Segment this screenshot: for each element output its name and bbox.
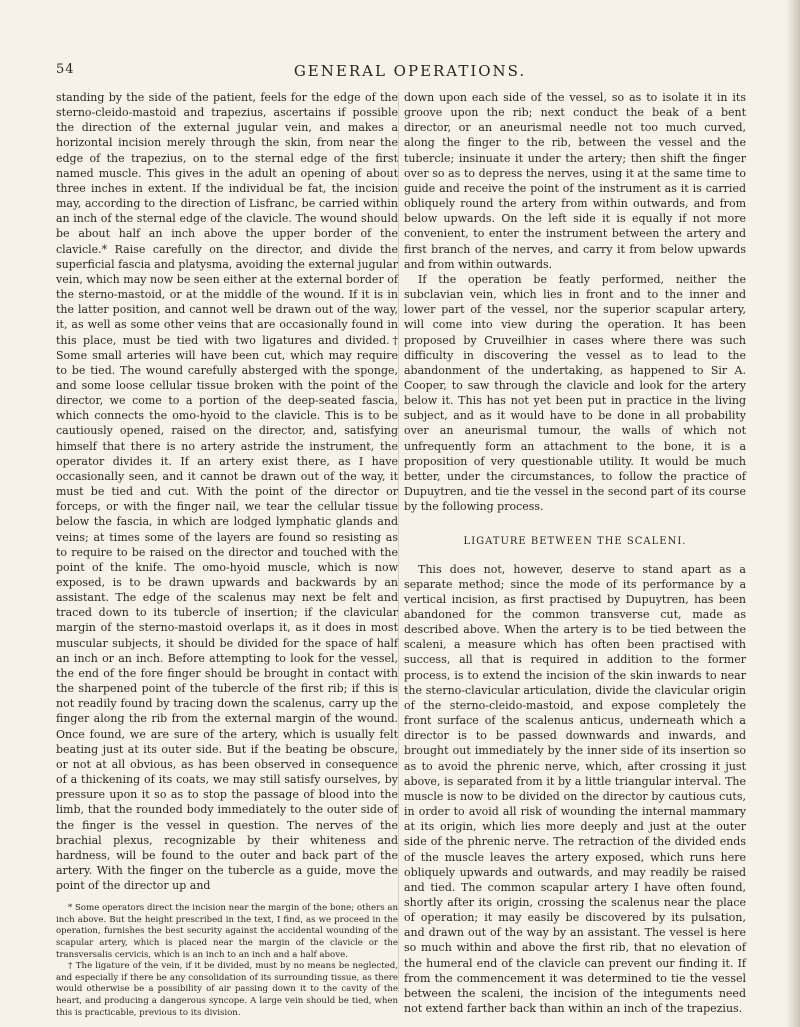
footnote-asterisk: * Some operators direct the incision near the margin of the bone; others an inch above. But the height prescribed in the text, I find, as we proceed in the operation, furnishes the best security against the accidental wounding of the scapular artery, which is placed near the margin of the clavicle or the transversalis cervicis, which is an inch to an inch and a half above. (56, 903, 398, 960)
page-number: 54 (56, 62, 75, 77)
left-paragraph: standing by the side of the patient, feels for the edge of the sterno-cleido-mastoid and trapezius, ascertains if possible the direction of the external jugular vein, and makes a horizontal incision merely through the skin, from near the edge of the trapezius, on to the sternal edge of the first named muscle. This gives in the adult an opening of about three inches in extent. If the individual be fat, the incision may, according to the direction of Lisfranc, be carried within an inch of the sternal edge of the clavicle. The wound should be about half an inch above the upper border of the clavicle.* Raise carefully on the director, and divide the superficial fascia and platysma, avoiding the external jugular vein, which may now be seen either at the external border of the sterno-mastoid, or at the middle of the wound. If it is in the latter position, and cannot well be drawn out of the way, it, as well as some other veins that are occasionally found in this place, must be tied with two ligatures and divided.† Some small arteries will have been cut, which may require to be tied. The wound carefully absterged with the sponge, and some loose cellular tissue broken with the point of the director, we come to a portion of the deep-seated fascia, which connects the omo-hyoid to the clavicle. This is to be cautiously opened, raised on the director, and, satisfying himself that there is no artery astride the instrument, the operator divides it. If an artery exist there, as I have occasionally seen, and it cannot be drawn out of the way, it must be tied and cut. With the point of the director or forceps, or with the finger nail, we tear the cellular tissue below the fascia, in which are lodged lymphatic glands and veins; at times some of the layers are found so resisting as to require to be raised on the director and touched with the point of the knife. The omo-hyoid muscle, which is now exposed, is to be drawn upwards and backwards by an assistant. The edge of the scalenus may next be felt and traced down to its tubercle of insertion; if the clavicular margin of the sterno-mastoid overlaps it, as it does in most muscular subjects, it should be divided for the space of half an inch or an inch. Before attempting to look for the vessel, the end of the fore finger should be brought in contact with the sharpened point of the tubercle of the first rib; if this is not readily found by tracing down the scalenus, carry up the finger along the rib from the external margin of the wound. Once found, we are sure of the artery, which is usually felt beating just at its outer side. But if the beating be obscure, or not at all obvious, as has been observed in consequence of a thickening of its coats, we may still satisfy ourselves, by pressure upon it so as to stop the passage of blood into the limb, that the rounded body immediately to the outer side of the finger is the vessel in question. The nerves of the brachial plexus, recognizable by their whiteness and hardness, will be found to the outer and back part of the artery. With the finger on the tubercle as a guide, move the point of the director up and (56, 91, 398, 893)
page-edge-shadow (786, 0, 800, 1027)
right-paragraph: down upon each side of the vessel, so as to isolate it in its groove upon the rib; next conduct the beak of a bent director, or an aneurismal needle not too much curved, along the finger to the rib, between the vessel and the tubercle; insinuate it under the artery; then shift the finger over so as to depress the nerves, using it at the same time to guide and receive the point of the instrument as it is carried obliquely round the artery from within outwards, and from below upwards. On the left side it is equally if not more convenient, to enter the instrument between the artery and first branch of the nerves, and carry it from below upwards and from within outwards. (404, 91, 746, 271)
section-heading: LIGATURE BETWEEN THE SCALENI. (463, 536, 687, 548)
column-divider (398, 92, 399, 992)
running-title: GENERAL OPERATIONS. (293, 62, 527, 80)
left-column (56, 90, 398, 1019)
footnote-dagger: † The ligature of the vein, if it be divided, must by no means be neglected, and especially if there be any consolidation of its surrounding tissue, as there would otherwise be a possibility of air passing down it to the cavity of the heart, and producing a dangerous syncope. A large vein should be tied, when this is practicable, previous to its division. (56, 961, 398, 1018)
footnotes (56, 903, 398, 1019)
right-paragraph: If the operation be featly performed, neither the subclavian vein, which lies in front and to the inner and lower part of the vessel, nor the superior scapular artery, will come into view during the operation. It has been proposed by Cruveilhier in cases where there was such difficulty in discovering the vessel as to lead to the abandonment of the undertaking, as happened to Sir A. Cooper, to saw through the clavicle and look for the artery below it. This has not yet been put in practice in the living subject, and as it would have to be done in all probability over an aneurismal tumour, the walls of which not unfrequently form an attachment to the bone, it is a proposition of very questionable utility. It would be much better, under the circumstances, to follow the practice of Dupuytren, and tie the vessel in the second part of its course by the following process. (404, 272, 746, 514)
page-header (56, 62, 764, 84)
right-paragraph: This does not, however, deserve to stand apart as a separate method; since the mode of its performance by a vertical incision, as first practised by Dupuytren, has been abandoned for the common transverse cut, made as described above. When the artery is to be tied between the scaleni, a measure which has often been practised with success, all that is required in addition to the former process, is to extend the incision of the skin inwards to near the sterno-clavicular articulation, divide the clavicular origin of the sterno-cleido-mastoid, and expose completely the front surface of the scalenus anticus, underneath which a director is to be passed downwards and inwards, and brought out immediately by the inner side of its insertion so as to avoid the phrenic nerve, which, after crossing it just above, is separated from it by a little triangular interval. The muscle is now to be divided on the director by cautious cuts, in order to avoid all risk of wounding the internal mammary at its origin, which lies more deeply and just at the outer side of the phrenic nerve. The retraction of the divided ends of the muscle leaves the artery exposed, which runs here obliquely upwards and outwards, and may readily be raised and tied. The common scapular artery I have often found, shortly after its origin, crossing the scalenus near the place of operation; it may easily be discovered by its pulsation, and drawn out of the way by an assistant. The vessel is here so much within and above the first rib, that no elevation of the humeral end of the clavicle can prevent our finding it. If from the commencement it was determined to tie the vessel between the scaleni, the incision of the integuments need not extend farther back than within an inch of the trapezius. (404, 562, 746, 1016)
right-column (404, 90, 746, 1016)
